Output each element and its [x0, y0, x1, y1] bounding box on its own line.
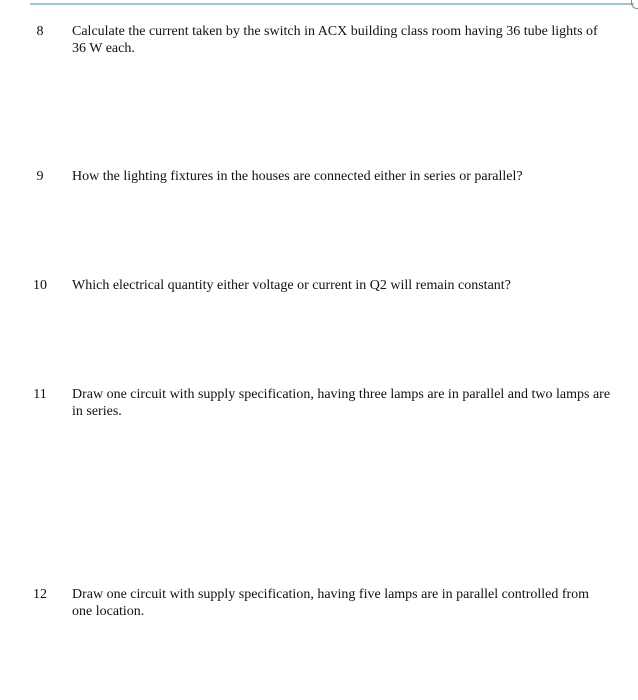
- question-number: 9: [36, 169, 44, 184]
- question-text: Calculate the current taken by the switch in ACX building class room having 36 tube lights of 36 W each.: [72, 24, 598, 56]
- question-number: 11: [33, 387, 47, 402]
- corner-edge-mark: [631, 0, 638, 9]
- question-number: 8: [36, 24, 44, 39]
- question-number: 10: [33, 278, 47, 293]
- question-text: Draw one circuit with supply specification, having three lamps are in parallel and two lamps are in series.: [72, 387, 611, 419]
- question-number: 12: [33, 587, 47, 602]
- question-text: Draw one circuit with supply specification, having five lamps are in parallel controlled from one location.: [72, 587, 590, 619]
- question-text: How the lighting fixtures in the houses are connected either in series or parallel?: [72, 169, 523, 184]
- top-divider: [30, 3, 634, 5]
- question-text: Which electrical quantity either voltage or current in Q2 will remain constant?: [72, 278, 511, 293]
